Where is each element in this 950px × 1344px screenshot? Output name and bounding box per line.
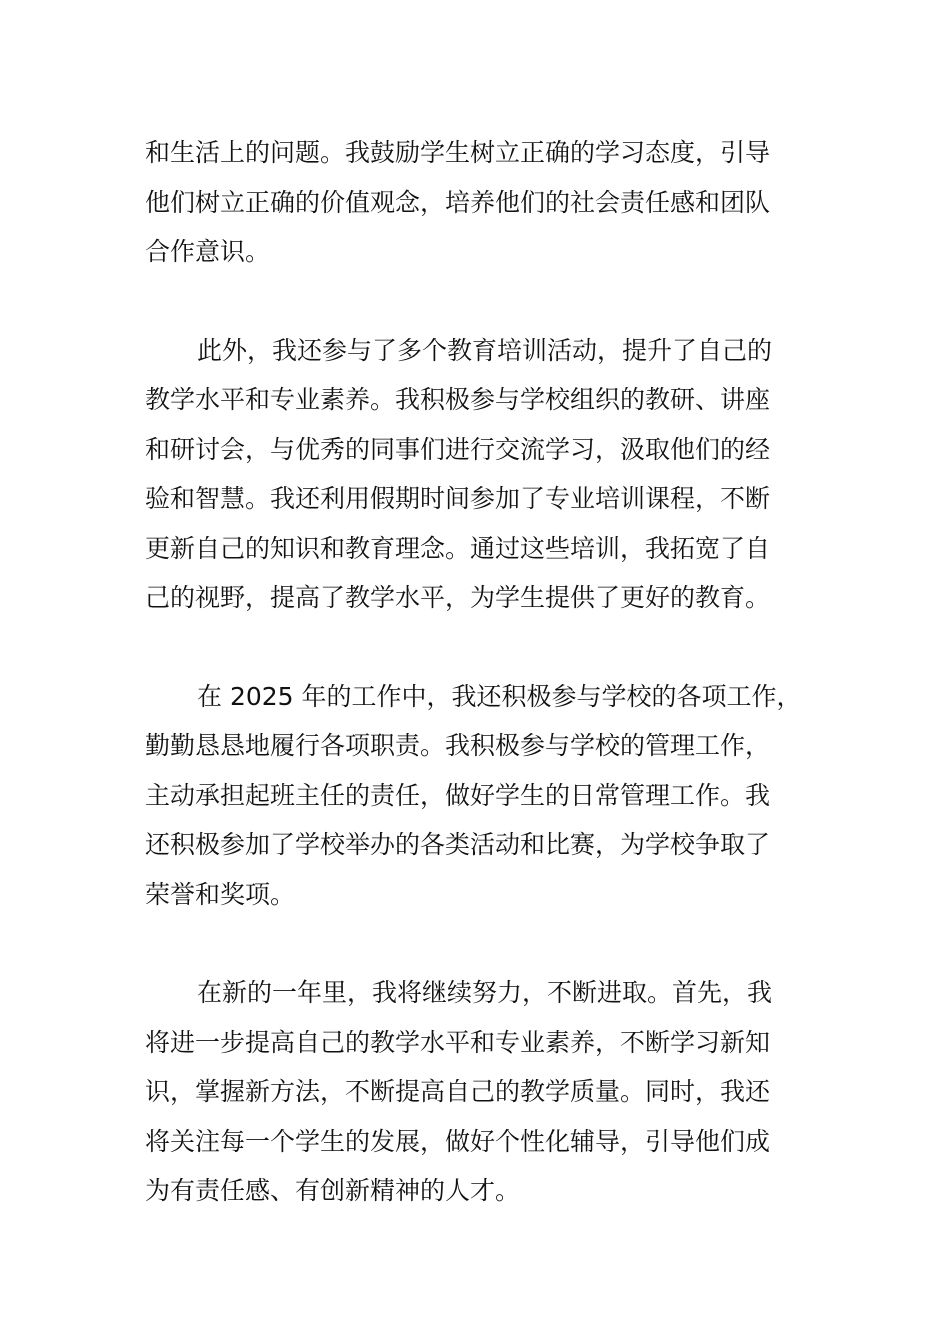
paragraph-line: 教学水平和专业素养。我积极参与学校组织的教研、讲座: [145, 385, 771, 414]
paragraph-line: 还积极参加了学校举办的各类活动和比赛，为学校争取了: [145, 830, 771, 859]
paragraph-4: [145, 968, 810, 1216]
paragraph-line: 此外，我还参与了多个教育培训活动，提升了自己的: [197, 335, 773, 365]
paragraph-1: [145, 128, 810, 277]
paragraph-line: 己的视野，提高了教学水平，为学生提供了更好的教育。: [145, 583, 771, 612]
paragraph-line: 更新自己的知识和教育理念。通过这些培训，我拓宽了自: [145, 533, 771, 563]
paragraph-line: 将关注每一个学生的发展，做好个性化辅导，引导他们成: [145, 1126, 771, 1156]
paragraph-line: 主动承担起班主任的责任，做好学生的日常管理工作。我: [145, 780, 771, 810]
paragraph-spacer: [145, 623, 810, 672]
paragraph-spacer: [145, 277, 810, 326]
paragraph-line: 验和智慧。我还利用假期时间参加了专业培训课程，不断: [145, 484, 771, 513]
paragraph-line: 勤勤恳恳地履行各项职责。我积极参与学校的管理工作，: [145, 731, 771, 760]
paragraph-line: 将进一步提高自己的教学水平和专业素养，不断学习新知: [145, 1027, 771, 1057]
paragraph-line: 识，掌握新方法，不断提高自己的教学质量。同时，我还: [145, 1077, 771, 1106]
paragraph-3: [145, 672, 810, 920]
paragraph-line: 荣誉和奖项。: [145, 879, 296, 909]
paragraph-line: 在 2025 年的工作中，我还积极参与学校的各项工作，: [197, 681, 802, 711]
paragraph-spacer: [145, 919, 810, 968]
paragraph-line: 合作意识。: [145, 237, 271, 266]
paragraph-line: 和生活上的问题。我鼓励学生树立正确的学习态度，引导: [145, 138, 771, 167]
document-body: [145, 128, 810, 1216]
paragraph-2: [145, 326, 810, 623]
paragraph-line: 和研讨会，与优秀的同事们进行交流学习，汲取他们的经: [145, 434, 771, 464]
paragraph-line: 他们树立正确的价值观念，培养他们的社会责任感和团队: [145, 187, 771, 217]
paragraph-line: 在新的一年里，我将继续努力，不断进取。首先，我: [197, 978, 773, 1007]
paragraph-line: 为有责任感、有创新精神的人才。: [145, 1176, 521, 1205]
